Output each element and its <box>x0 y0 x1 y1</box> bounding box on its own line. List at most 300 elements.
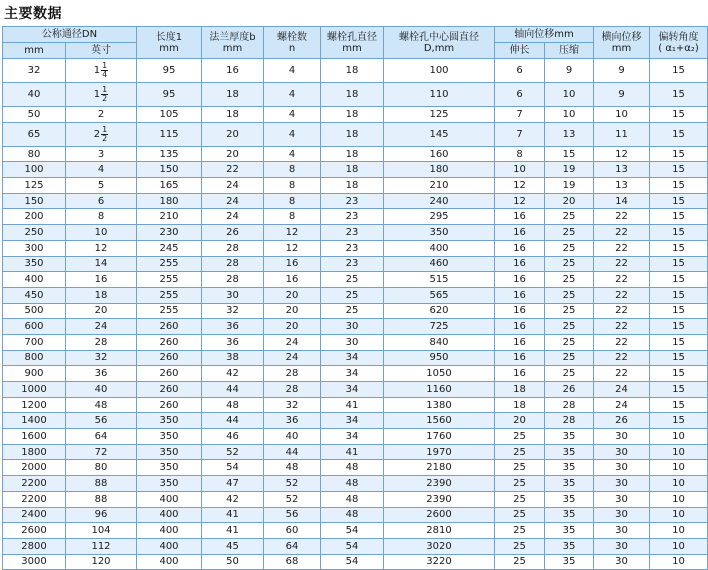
table-row <box>3 303 708 319</box>
cell-compression: 20 <box>545 193 594 209</box>
cell-deflection: 10 <box>650 538 708 554</box>
cell-dn-inch: 64 <box>66 429 137 445</box>
cell-bolt-circle-dia: 3020 <box>384 538 495 554</box>
mixed-fraction <box>94 86 108 103</box>
cell-bolt-count: 56 <box>264 507 321 523</box>
cell-bolt-count: 4 <box>264 122 321 146</box>
cell-lateral-disp: 30 <box>594 507 650 523</box>
cell-flange-thickness: 26 <box>202 225 264 241</box>
table-row <box>3 272 708 288</box>
cell-extension: 16 <box>495 334 545 350</box>
table-row <box>3 444 708 460</box>
cell-bolt-count: 24 <box>264 334 321 350</box>
cell-bolt-count: 32 <box>264 397 321 413</box>
table-row <box>3 476 708 492</box>
cell-bolt-count: 28 <box>264 366 321 382</box>
cell-length: 255 <box>137 256 202 272</box>
cell-extension: 25 <box>495 507 545 523</box>
cell-lateral-disp: 30 <box>594 554 650 570</box>
cell-length: 260 <box>137 350 202 366</box>
fraction-denominator: 4 <box>102 70 108 79</box>
cell-dn-inch: 20 <box>66 303 137 319</box>
table-row <box>3 366 708 382</box>
cell-dn-inch: 4 <box>66 162 137 178</box>
cell-compression: 10 <box>545 83 594 107</box>
table-row <box>3 334 708 350</box>
cell-bolt-count: 48 <box>264 460 321 476</box>
cell-bolt-count: 8 <box>264 162 321 178</box>
cell-dn-mm: 700 <box>3 334 66 350</box>
cell-bolt-circle-dia: 1380 <box>384 397 495 413</box>
table-row <box>3 59 708 83</box>
cell-compression: 15 <box>545 146 594 162</box>
cell-dn-mm: 1200 <box>3 397 66 413</box>
cell-deflection: 10 <box>650 444 708 460</box>
cell-dn-inch: 5 <box>66 178 137 194</box>
cell-lateral-disp: 30 <box>594 444 650 460</box>
cell-compression: 25 <box>545 209 594 225</box>
table-row <box>3 209 708 225</box>
cell-bolt-count: 16 <box>264 256 321 272</box>
cell-length: 210 <box>137 209 202 225</box>
cell-bolt-count: 4 <box>264 83 321 107</box>
fraction-whole: 1 <box>93 89 101 100</box>
cell-extension: 25 <box>495 429 545 445</box>
cell-dn-mm: 300 <box>3 240 66 256</box>
cell-lateral-disp: 10 <box>594 107 650 123</box>
cell-dn-mm: 2400 <box>3 507 66 523</box>
cell-dn-mm: 1000 <box>3 382 66 398</box>
cell-deflection: 10 <box>650 476 708 492</box>
cell-deflection: 15 <box>650 178 708 194</box>
cell-length: 150 <box>137 162 202 178</box>
cell-flange-thickness: 28 <box>202 272 264 288</box>
cell-bolt-count: 52 <box>264 491 321 507</box>
table-row <box>3 240 708 256</box>
cell-dn-mm: 1800 <box>3 444 66 460</box>
cell-extension: 12 <box>495 193 545 209</box>
header-compression: 压缩 <box>545 43 594 59</box>
table-row <box>3 397 708 413</box>
cell-deflection: 15 <box>650 256 708 272</box>
cell-deflection: 10 <box>650 523 708 539</box>
cell-compression: 25 <box>545 334 594 350</box>
cell-dn-mm: 100 <box>3 162 66 178</box>
cell-bolt-count: 4 <box>264 146 321 162</box>
cell-bolt-count: 60 <box>264 523 321 539</box>
cell-dn-mm: 50 <box>3 107 66 123</box>
cell-bolt-circle-dia: 840 <box>384 334 495 350</box>
header-nominal-dn: 公称通径DN <box>3 27 137 43</box>
cell-bolt-circle-dia: 295 <box>384 209 495 225</box>
cell-compression: 35 <box>545 460 594 476</box>
cell-bolt-circle-dia: 110 <box>384 83 495 107</box>
cell-bolt-circle-dia: 400 <box>384 240 495 256</box>
cell-length: 260 <box>137 334 202 350</box>
cell-length: 95 <box>137 83 202 107</box>
cell-lateral-disp: 14 <box>594 193 650 209</box>
cell-length: 350 <box>137 476 202 492</box>
cell-flange-thickness: 42 <box>202 491 264 507</box>
cell-bolt-hole-dia: 30 <box>321 319 384 335</box>
cell-extension: 6 <box>495 59 545 83</box>
cell-bolt-circle-dia: 2810 <box>384 523 495 539</box>
cell-extension: 25 <box>495 538 545 554</box>
cell-dn-inch: 112 <box>66 538 137 554</box>
cell-bolt-circle-dia: 2390 <box>384 491 495 507</box>
cell-deflection: 15 <box>650 209 708 225</box>
cell-compression: 25 <box>545 350 594 366</box>
cell-deflection: 15 <box>650 107 708 123</box>
cell-dn-mm: 2600 <box>3 523 66 539</box>
cell-dn-mm: 2200 <box>3 491 66 507</box>
table-row <box>3 523 708 539</box>
cell-compression: 25 <box>545 256 594 272</box>
cell-bolt-hole-dia: 48 <box>321 491 384 507</box>
cell-extension: 25 <box>495 476 545 492</box>
cell-compression: 35 <box>545 554 594 570</box>
cell-compression: 26 <box>545 382 594 398</box>
cell-deflection: 15 <box>650 366 708 382</box>
cell-lateral-disp: 13 <box>594 178 650 194</box>
cell-dn-inch: 120 <box>66 554 137 570</box>
fraction-whole: 2 <box>93 128 101 140</box>
cell-lateral-disp: 30 <box>594 538 650 554</box>
cell-dn-mm: 125 <box>3 178 66 194</box>
cell-flange-thickness: 18 <box>202 83 264 107</box>
cell-flange-thickness: 52 <box>202 444 264 460</box>
cell-extension: 25 <box>495 554 545 570</box>
cell-flange-thickness: 47 <box>202 476 264 492</box>
cell-length: 400 <box>137 507 202 523</box>
cell-lateral-disp: 30 <box>594 476 650 492</box>
cell-length: 350 <box>137 444 202 460</box>
table-row <box>3 413 708 429</box>
cell-length: 165 <box>137 178 202 194</box>
table-row <box>3 83 708 107</box>
cell-lateral-disp: 30 <box>594 460 650 476</box>
header-extension: 伸长 <box>495 43 545 59</box>
cell-flange-thickness: 44 <box>202 413 264 429</box>
table-row <box>3 319 708 335</box>
cell-lateral-disp: 22 <box>594 256 650 272</box>
table-row <box>3 491 708 507</box>
cell-deflection: 15 <box>650 122 708 146</box>
cell-dn-inch <box>66 59 137 83</box>
cell-bolt-count: 36 <box>264 413 321 429</box>
cell-extension: 16 <box>495 240 545 256</box>
cell-bolt-circle-dia: 1560 <box>384 413 495 429</box>
cell-compression: 10 <box>545 107 594 123</box>
cell-deflection: 15 <box>650 319 708 335</box>
cell-lateral-disp: 24 <box>594 382 650 398</box>
header-inch: 英寸 <box>66 43 137 59</box>
cell-flange-thickness: 28 <box>202 240 264 256</box>
cell-dn-mm: 40 <box>3 83 66 107</box>
cell-compression: 35 <box>545 491 594 507</box>
cell-bolt-circle-dia: 1050 <box>384 366 495 382</box>
table-body <box>3 59 708 570</box>
cell-compression: 25 <box>545 303 594 319</box>
mixed-fraction <box>94 62 108 79</box>
cell-bolt-circle-dia: 240 <box>384 193 495 209</box>
cell-dn-mm: 3000 <box>3 554 66 570</box>
cell-dn-inch: 88 <box>66 491 137 507</box>
cell-bolt-count: 64 <box>264 538 321 554</box>
cell-bolt-count: 16 <box>264 272 321 288</box>
fraction-numerator: 1 <box>102 85 108 94</box>
cell-flange-thickness: 24 <box>202 193 264 209</box>
cell-deflection: 15 <box>650 240 708 256</box>
cell-bolt-count: 28 <box>264 382 321 398</box>
cell-lateral-disp: 9 <box>594 83 650 107</box>
cell-lateral-disp: 11 <box>594 122 650 146</box>
cell-lateral-disp: 22 <box>594 287 650 303</box>
cell-bolt-circle-dia: 1160 <box>384 382 495 398</box>
cell-lateral-disp: 13 <box>594 162 650 178</box>
cell-dn-mm: 65 <box>3 122 66 146</box>
cell-bolt-hole-dia: 18 <box>321 146 384 162</box>
cell-length: 350 <box>137 460 202 476</box>
cell-lateral-disp: 30 <box>594 429 650 445</box>
cell-bolt-hole-dia: 48 <box>321 476 384 492</box>
cell-extension: 7 <box>495 107 545 123</box>
cell-dn-inch: 14 <box>66 256 137 272</box>
header-axial-disp: 轴向位移mm <box>495 27 594 43</box>
cell-bolt-count: 20 <box>264 303 321 319</box>
cell-lateral-disp: 22 <box>594 319 650 335</box>
cell-extension: 25 <box>495 491 545 507</box>
cell-bolt-hole-dia: 41 <box>321 397 384 413</box>
header-flange-thickness: 法兰厚度b mm <box>202 27 264 59</box>
cell-compression: 35 <box>545 444 594 460</box>
cell-flange-thickness: 32 <box>202 303 264 319</box>
cell-bolt-circle-dia: 145 <box>384 122 495 146</box>
table-row <box>3 287 708 303</box>
cell-deflection: 10 <box>650 507 708 523</box>
cell-dn-mm: 500 <box>3 303 66 319</box>
cell-deflection: 15 <box>650 59 708 83</box>
cell-compression: 28 <box>545 397 594 413</box>
cell-dn-inch <box>66 122 137 146</box>
cell-bolt-hole-dia: 18 <box>321 122 384 146</box>
cell-bolt-hole-dia: 54 <box>321 554 384 570</box>
cell-deflection: 15 <box>650 382 708 398</box>
cell-dn-mm: 250 <box>3 225 66 241</box>
cell-length: 245 <box>137 240 202 256</box>
cell-deflection: 15 <box>650 334 708 350</box>
cell-compression: 19 <box>545 162 594 178</box>
cell-lateral-disp: 24 <box>594 397 650 413</box>
cell-dn-inch: 80 <box>66 460 137 476</box>
cell-lateral-disp: 22 <box>594 334 650 350</box>
fraction-whole: 1 <box>93 65 101 76</box>
cell-length: 350 <box>137 413 202 429</box>
header-deflection: 偏转角度 ( α₁+α₂) <box>650 27 708 59</box>
table-row <box>3 193 708 209</box>
header-length: 长度1 mm <box>137 27 202 59</box>
cell-flange-thickness: 16 <box>202 59 264 83</box>
cell-extension: 16 <box>495 272 545 288</box>
cell-bolt-count: 20 <box>264 287 321 303</box>
cell-bolt-hole-dia: 18 <box>321 107 384 123</box>
table-row <box>3 256 708 272</box>
cell-bolt-hole-dia: 23 <box>321 225 384 241</box>
cell-lateral-disp: 22 <box>594 272 650 288</box>
cell-deflection: 15 <box>650 350 708 366</box>
cell-dn-mm: 400 <box>3 272 66 288</box>
cell-extension: 16 <box>495 225 545 241</box>
cell-bolt-count: 4 <box>264 59 321 83</box>
cell-extension: 20 <box>495 413 545 429</box>
cell-flange-thickness: 41 <box>202 507 264 523</box>
table-row <box>3 429 708 445</box>
cell-deflection: 15 <box>650 272 708 288</box>
cell-flange-thickness: 50 <box>202 554 264 570</box>
cell-extension: 8 <box>495 146 545 162</box>
fraction-denominator: 2 <box>102 94 108 103</box>
cell-length: 115 <box>137 122 202 146</box>
cell-bolt-hole-dia: 23 <box>321 209 384 225</box>
cell-compression: 35 <box>545 523 594 539</box>
cell-length: 400 <box>137 523 202 539</box>
header-bolt-circle-dia: 螺栓孔中心圆直径 D,mm <box>384 27 495 59</box>
cell-flange-thickness: 41 <box>202 523 264 539</box>
cell-extension: 10 <box>495 162 545 178</box>
cell-dn-inch: 96 <box>66 507 137 523</box>
cell-bolt-count: 40 <box>264 429 321 445</box>
cell-bolt-circle-dia: 460 <box>384 256 495 272</box>
cell-bolt-hole-dia: 34 <box>321 382 384 398</box>
cell-extension: 16 <box>495 209 545 225</box>
cell-deflection: 10 <box>650 429 708 445</box>
cell-dn-mm: 32 <box>3 59 66 83</box>
cell-lateral-disp: 22 <box>594 240 650 256</box>
cell-extension: 7 <box>495 122 545 146</box>
cell-bolt-circle-dia: 2600 <box>384 507 495 523</box>
cell-bolt-hole-dia: 34 <box>321 366 384 382</box>
cell-lateral-disp: 12 <box>594 146 650 162</box>
header-bolt-count: 螺栓数 n <box>264 27 321 59</box>
cell-bolt-count: 12 <box>264 240 321 256</box>
cell-bolt-count: 44 <box>264 444 321 460</box>
header-bolt-hole-dia: 螺栓孔直径 mm <box>321 27 384 59</box>
cell-length: 255 <box>137 287 202 303</box>
cell-length: 260 <box>137 319 202 335</box>
cell-bolt-circle-dia: 950 <box>384 350 495 366</box>
cell-compression: 35 <box>545 538 594 554</box>
cell-length: 230 <box>137 225 202 241</box>
cell-dn-inch: 24 <box>66 319 137 335</box>
cell-flange-thickness: 18 <box>202 107 264 123</box>
cell-dn-inch: 36 <box>66 366 137 382</box>
table-row <box>3 107 708 123</box>
cell-deflection: 15 <box>650 303 708 319</box>
cell-deflection: 15 <box>650 225 708 241</box>
cell-flange-thickness: 38 <box>202 350 264 366</box>
cell-bolt-count: 12 <box>264 225 321 241</box>
cell-deflection: 10 <box>650 491 708 507</box>
cell-dn-inch: 72 <box>66 444 137 460</box>
cell-length: 180 <box>137 193 202 209</box>
fraction-denominator: 2 <box>102 133 108 143</box>
cell-compression: 25 <box>545 240 594 256</box>
cell-bolt-hole-dia: 25 <box>321 272 384 288</box>
cell-bolt-hole-dia: 23 <box>321 256 384 272</box>
cell-extension: 12 <box>495 178 545 194</box>
cell-bolt-circle-dia: 515 <box>384 272 495 288</box>
table-row <box>3 178 708 194</box>
cell-bolt-circle-dia: 725 <box>384 319 495 335</box>
cell-dn-inch: 104 <box>66 523 137 539</box>
cell-extension: 16 <box>495 350 545 366</box>
cell-flange-thickness: 24 <box>202 209 264 225</box>
cell-dn-mm: 600 <box>3 319 66 335</box>
cell-bolt-count: 24 <box>264 350 321 366</box>
cell-dn-mm: 2800 <box>3 538 66 554</box>
cell-flange-thickness: 28 <box>202 256 264 272</box>
cell-bolt-circle-dia: 210 <box>384 178 495 194</box>
cell-extension: 6 <box>495 83 545 107</box>
cell-dn-inch: 16 <box>66 272 137 288</box>
cell-flange-thickness: 44 <box>202 382 264 398</box>
cell-compression: 25 <box>545 366 594 382</box>
cell-flange-thickness: 36 <box>202 334 264 350</box>
cell-bolt-hole-dia: 54 <box>321 523 384 539</box>
cell-extension: 16 <box>495 287 545 303</box>
cell-dn-inch: 2 <box>66 107 137 123</box>
cell-compression: 19 <box>545 178 594 194</box>
cell-compression: 25 <box>545 319 594 335</box>
cell-extension: 25 <box>495 460 545 476</box>
cell-bolt-circle-dia: 160 <box>384 146 495 162</box>
cell-length: 400 <box>137 538 202 554</box>
cell-lateral-disp: 22 <box>594 209 650 225</box>
cell-length: 260 <box>137 382 202 398</box>
cell-extension: 16 <box>495 256 545 272</box>
cell-bolt-hole-dia: 18 <box>321 83 384 107</box>
cell-flange-thickness: 42 <box>202 366 264 382</box>
cell-dn-mm: 900 <box>3 366 66 382</box>
cell-bolt-hole-dia: 48 <box>321 460 384 476</box>
cell-deflection: 15 <box>650 193 708 209</box>
cell-bolt-count: 8 <box>264 193 321 209</box>
cell-bolt-circle-dia: 2180 <box>384 460 495 476</box>
cell-dn-inch: 88 <box>66 476 137 492</box>
cell-flange-thickness: 45 <box>202 538 264 554</box>
table-row <box>3 507 708 523</box>
cell-lateral-disp: 9 <box>594 59 650 83</box>
cell-extension: 25 <box>495 444 545 460</box>
cell-dn-mm: 150 <box>3 193 66 209</box>
cell-bolt-hole-dia: 48 <box>321 507 384 523</box>
cell-bolt-circle-dia: 3220 <box>384 554 495 570</box>
cell-length: 105 <box>137 107 202 123</box>
cell-bolt-circle-dia: 1760 <box>384 429 495 445</box>
cell-flange-thickness: 30 <box>202 287 264 303</box>
cell-bolt-count: 52 <box>264 476 321 492</box>
cell-compression: 25 <box>545 287 594 303</box>
cell-dn-inch: 18 <box>66 287 137 303</box>
cell-flange-thickness: 20 <box>202 146 264 162</box>
cell-compression: 13 <box>545 122 594 146</box>
cell-extension: 18 <box>495 382 545 398</box>
cell-bolt-hole-dia: 25 <box>321 287 384 303</box>
cell-extension: 18 <box>495 397 545 413</box>
table-row <box>3 162 708 178</box>
cell-bolt-hole-dia: 18 <box>321 162 384 178</box>
cell-bolt-hole-dia: 18 <box>321 178 384 194</box>
